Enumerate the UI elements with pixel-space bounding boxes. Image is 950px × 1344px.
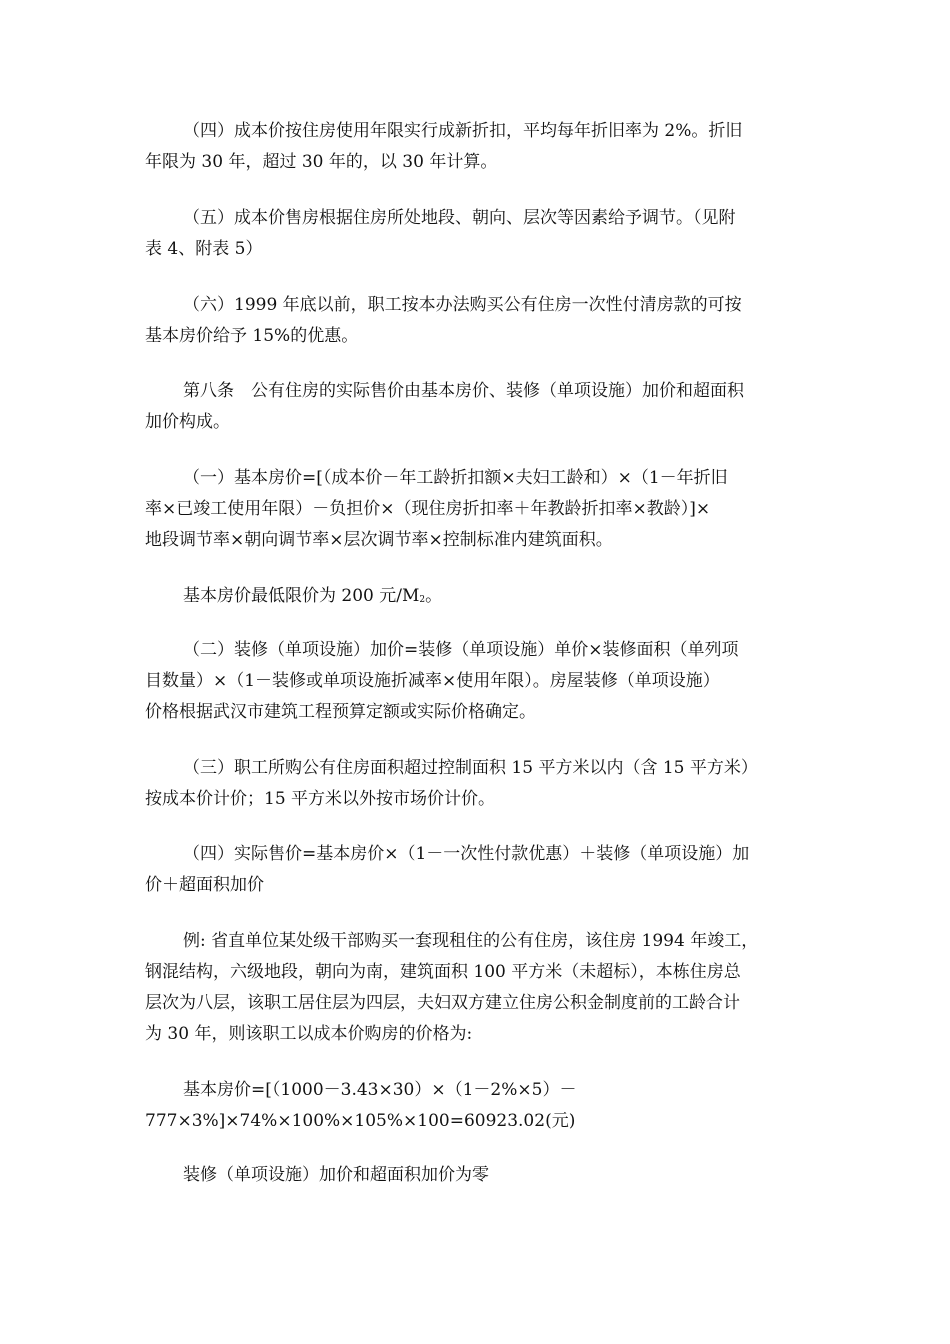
- text-line: 率×已竣工使用年限）－负担价×（现住房折扣率＋年教龄折扣率×教龄）]×: [145, 499, 711, 519]
- paragraph-adjustment: [145, 203, 810, 265]
- text-line: 价＋超面积加价: [145, 875, 264, 895]
- text-line: 层次为八层，该职工居住层为四层，夫妇双方建立住房公积金制度前的工龄合计: [145, 993, 740, 1013]
- text-line: 年限为 30 年，超过 30 年的，以 30 年计算。: [145, 152, 498, 172]
- text-line: （三）职工所购公有住房面积超过控制面积 15 平方米以内（含 15 平方米）: [183, 758, 758, 778]
- text-line: （五）成本价售房根据住房所处地段、朝向、层次等因素给予调节。（见附: [183, 208, 736, 228]
- text-line: 第八条 公有住房的实际售价由基本房价、装修（单项设施）加价和超面积: [183, 381, 744, 401]
- paragraph-example: [145, 926, 810, 1050]
- text-line: 加价构成。: [145, 412, 230, 432]
- paragraph-article-eight: [145, 376, 810, 438]
- text-line: （二）装修（单项设施）加价=装修（单项设施）单价×装修面积（单列项: [183, 640, 739, 660]
- text-line: 为 30 年，则该职工以成本价购房的价格为:: [145, 1024, 473, 1044]
- unit-superscript: 2: [419, 595, 426, 605]
- text-line: 基本房价=[（1000－3.43×30）×（1－2%×5）－: [183, 1080, 577, 1100]
- paragraph-actual-price: [145, 839, 810, 901]
- paragraph-depreciation: [145, 116, 810, 178]
- text-line: 例: 省直单位某处级干部购买一套现租住的公有住房，该住房 1994 年竣工，: [183, 931, 759, 951]
- text-line: （六）1999 年底以前，职工按本办法购买公有住房一次性付清房款的可按: [183, 295, 742, 315]
- paragraph-excess-area: [145, 753, 810, 815]
- text-line: 价格根据武汉市建筑工程预算定额或实际价格确定。: [145, 702, 536, 722]
- paragraph-decoration-price: [145, 635, 810, 728]
- paragraph-minimum-price: [145, 581, 810, 612]
- text-line: （一）基本房价=[（成本价－年工龄折扣额×夫妇工龄和）×（1－年折旧: [183, 468, 728, 488]
- text-line: [145, 581, 810, 612]
- minimum-price-text: 基本房价最低限价为 200 元/M: [183, 586, 420, 606]
- text-line: 钢混结构，六级地段，朝向为南，建筑面积 100 平方米（未超标），本栋住房总: [145, 962, 741, 982]
- text-line: （四）成本价按住房使用年限实行成新折扣，平均每年折旧率为 2%。折旧: [183, 121, 743, 141]
- text-line: 基本房价给予 15%的优惠。: [145, 326, 359, 346]
- text-line: （四）实际售价=基本房价×（1－一次性付款优惠）＋装修（单项设施）加: [183, 844, 750, 864]
- paragraph-zero-surcharge: [145, 1160, 810, 1191]
- paragraph-discount: [145, 290, 810, 352]
- paragraph-calculation: [145, 1075, 810, 1137]
- text-line: 地段调节率×朝向调节率×层次调节率×控制标准内建筑面积。: [145, 530, 613, 550]
- minimum-price-tail: 。: [425, 586, 443, 606]
- text-line: 按成本价计价；15 平方米以外按市场价计价。: [145, 789, 496, 809]
- paragraph-base-price-formula: [145, 463, 810, 556]
- text-line: 装修（单项设施）加价和超面积加价为零: [183, 1165, 489, 1185]
- text-line: 表 4、附表 5）: [145, 239, 263, 259]
- text-line: 777×3%]×74%×100%×105%×100=60923.02(元): [145, 1111, 576, 1131]
- text-line: 目数量）×（1－装修或单项设施折减率×使用年限）。房屋装修（单项设施）: [145, 671, 720, 691]
